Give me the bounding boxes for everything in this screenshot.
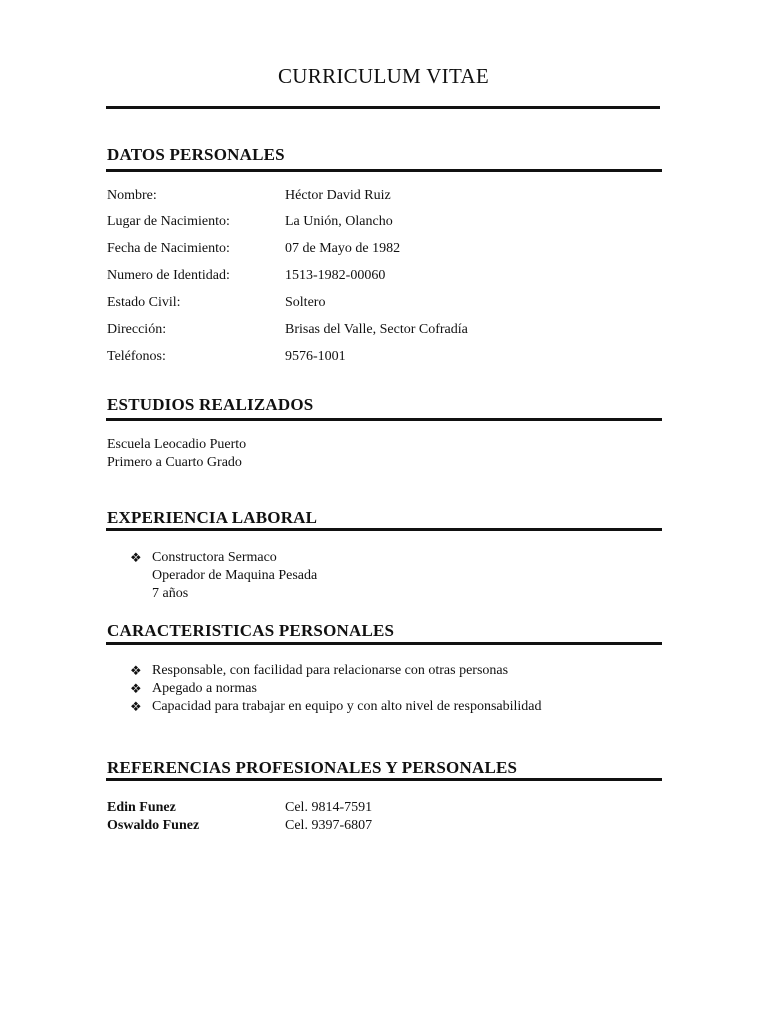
experience-position: Operador de Maquina Pesada bbox=[152, 568, 318, 583]
reference-name: Oswaldo Funez bbox=[107, 818, 200, 833]
reference-name: Edin Funez bbox=[107, 800, 176, 815]
field-value: 07 de Mayo de 1982 bbox=[285, 241, 401, 256]
studies-line: Escuela Leocadio Puerto bbox=[107, 437, 247, 452]
field-label: Fecha de Nacimiento: bbox=[107, 241, 230, 256]
field-label: Teléfonos: bbox=[107, 349, 166, 364]
personal-info-row bbox=[107, 213, 660, 231]
diamond-bullet-icon: ❖ bbox=[130, 550, 142, 565]
reference-row bbox=[107, 799, 660, 817]
section-rule bbox=[106, 528, 662, 531]
trait-item: Apegado a normas bbox=[152, 681, 257, 696]
field-label: Nombre: bbox=[107, 188, 157, 203]
field-value: Brisas del Valle, Sector Cofradía bbox=[285, 322, 468, 337]
diamond-bullet-icon: ❖ bbox=[130, 699, 142, 714]
diamond-bullet-icon: ❖ bbox=[130, 681, 142, 696]
personal-info-row bbox=[107, 348, 660, 366]
reference-phone: Cel. 9814-7591 bbox=[285, 800, 373, 815]
diamond-bullet-icon: ❖ bbox=[130, 663, 142, 678]
experience-company: Constructora Sermaco bbox=[152, 550, 277, 565]
reference-phone: Cel. 9397-6807 bbox=[285, 818, 373, 833]
section-heading-referencias: REFERENCIAS PROFESIONALES Y PERSONALES bbox=[107, 758, 518, 777]
field-value: Héctor David Ruiz bbox=[285, 188, 391, 203]
reference-row bbox=[107, 817, 660, 835]
trait-item: Capacidad para trabajar en equipo y con alto nivel de responsabilidad bbox=[152, 699, 542, 714]
section-rule bbox=[106, 169, 662, 172]
personal-info-row bbox=[107, 187, 660, 205]
section-heading-caracteristicas: CARACTERISTICAS PERSONALES bbox=[107, 621, 395, 640]
title-rule bbox=[106, 106, 660, 109]
experience-duration: 7 años bbox=[152, 586, 189, 601]
trait-item: Responsable, con facilidad para relacionarse con otras personas bbox=[152, 663, 509, 678]
field-label: Dirección: bbox=[107, 322, 167, 337]
section-heading-datos-personales: DATOS PERSONALES bbox=[107, 145, 285, 164]
personal-info-row bbox=[107, 321, 660, 339]
personal-info-row bbox=[107, 267, 660, 285]
field-value: La Unión, Olancho bbox=[285, 214, 393, 229]
studies-line: Primero a Cuarto Grado bbox=[107, 455, 242, 470]
personal-info-row bbox=[107, 240, 660, 258]
section-rule bbox=[106, 642, 662, 645]
field-label: Numero de Identidad: bbox=[107, 268, 230, 283]
field-value: Soltero bbox=[285, 295, 326, 310]
section-heading-experiencia: EXPERIENCIA LABORAL bbox=[107, 508, 318, 527]
field-value: 9576-1001 bbox=[285, 349, 346, 364]
section-heading-estudios: ESTUDIOS REALIZADOS bbox=[107, 395, 314, 414]
section-rule bbox=[106, 418, 662, 421]
field-label: Lugar de Nacimiento: bbox=[107, 214, 230, 229]
field-value: 1513-1982-00060 bbox=[285, 268, 386, 283]
document-title: CURRICULUM VITAE bbox=[278, 64, 489, 88]
section-rule bbox=[106, 778, 662, 781]
personal-info-row bbox=[107, 294, 660, 312]
field-label: Estado Civil: bbox=[107, 295, 181, 310]
